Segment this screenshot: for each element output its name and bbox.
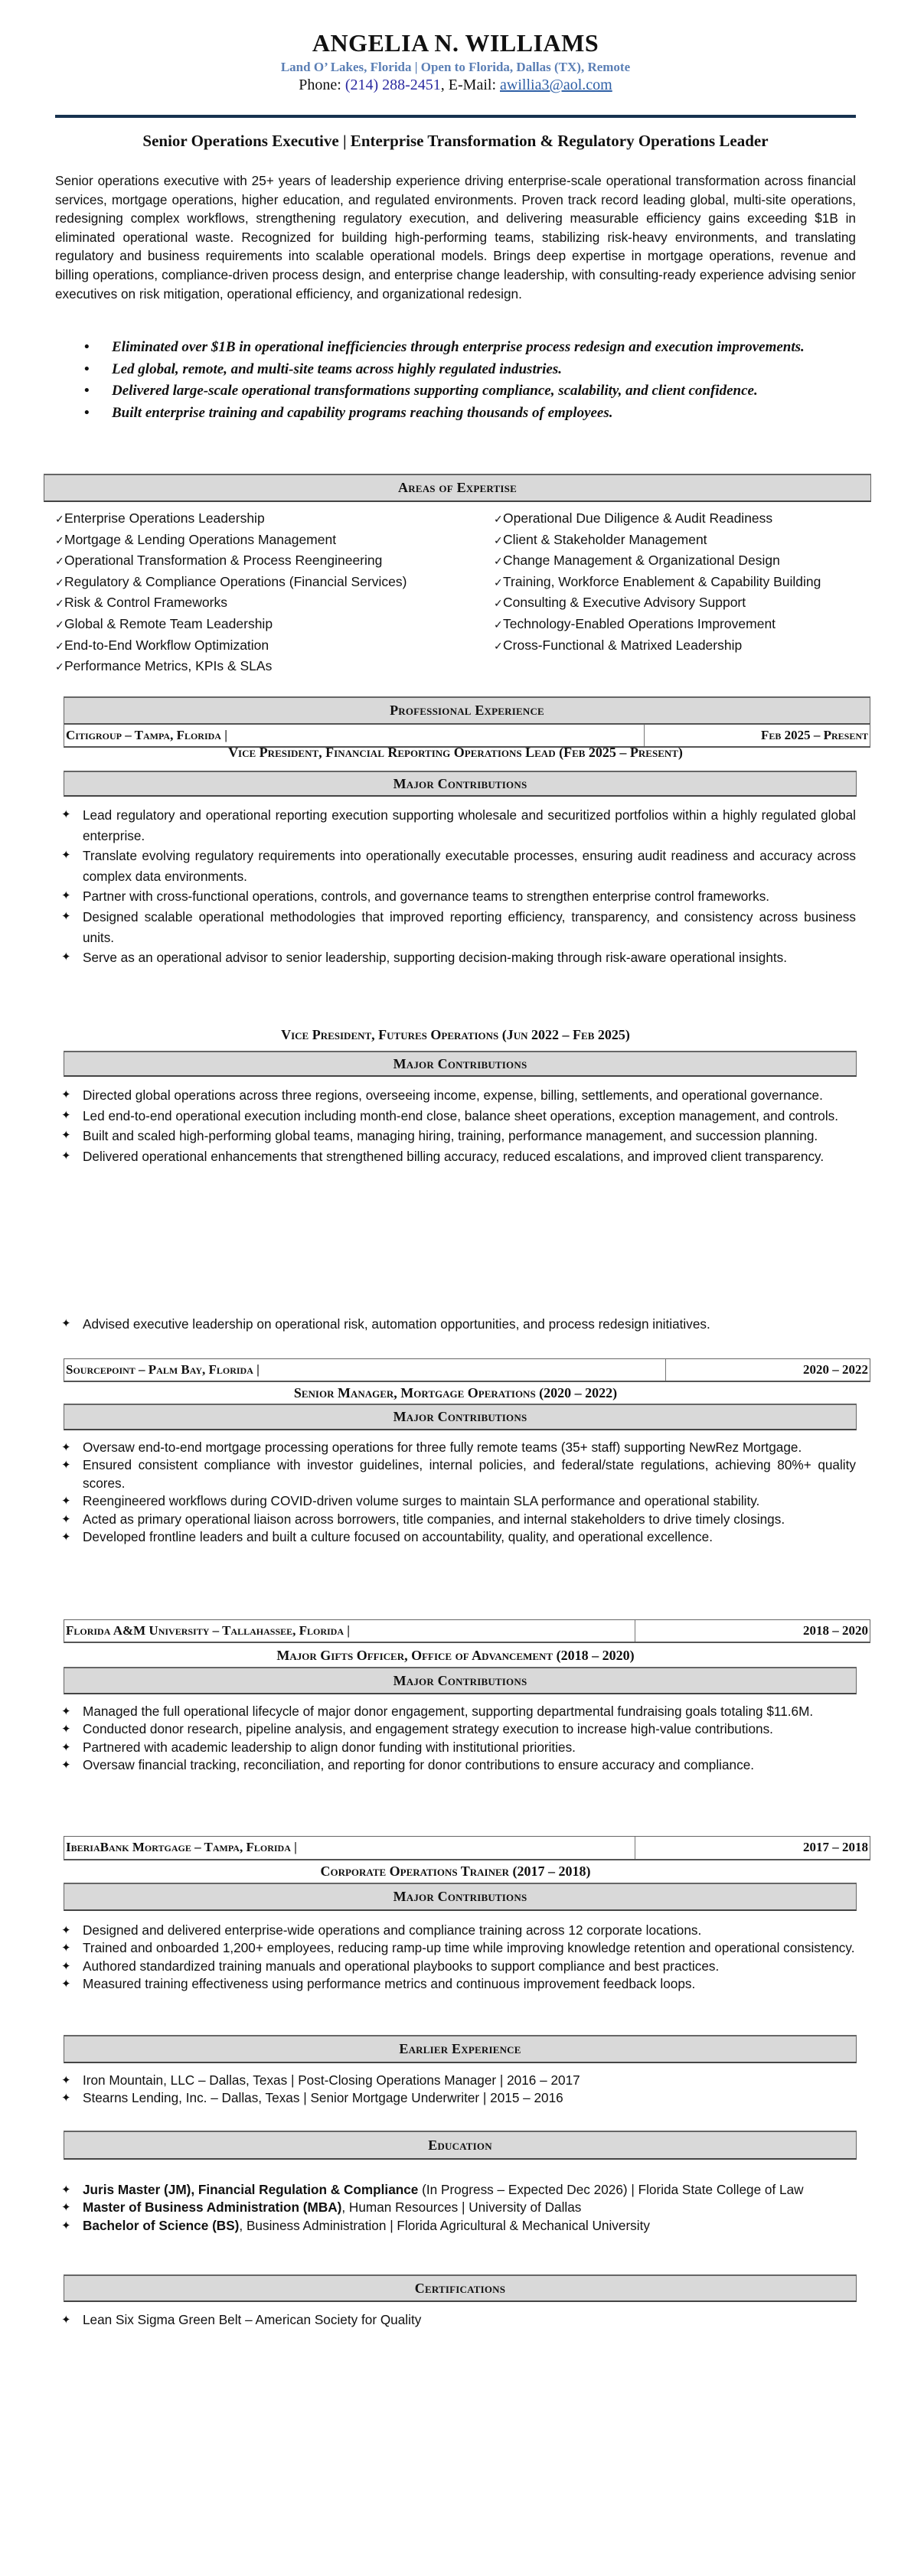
bullet-icon: • — [84, 404, 90, 421]
list-item: ✦ Developed frontline leaders and built a culture focused on accountability, quality, and operational excellence. — [61, 1528, 856, 1546]
certifications-list — [61, 2311, 856, 2329]
expertise-column-left — [55, 508, 484, 677]
highlight-item: • Eliminated over $1B in operational inefficiencies through enterprise process redesign and execution improvements. — [112, 337, 883, 359]
list-item: ✦ Trained and onboarded 1,200+ employees, reducing ramp-up time while improving knowledge retention and operational consistency. — [61, 1939, 856, 1957]
star-bullet-icon: ✦ — [61, 1759, 71, 1772]
education-item: ✦ Master of Business Administration (MBA), Human Resources | University of Dallas — [61, 2199, 856, 2216]
expertise-column-right — [494, 508, 877, 656]
star-bullet-icon: ✦ — [61, 1441, 71, 1454]
contributions-list-continued — [61, 1314, 856, 1335]
list-item: ✦ Acted as primary operational liaison across borrowers, title companies, and internal stakeholders to drive timely closings. — [61, 1511, 856, 1528]
list-item: ✦ Reengineered workflows during COVID-driven volume surges to maintain SLA performance and operational stability. — [61, 1492, 856, 1510]
subheader-major-contributions: Major Contributions — [64, 771, 857, 797]
phone-number[interactable]: (214) 288-2451 — [344, 77, 441, 93]
contributions-list — [61, 805, 856, 968]
career-highlights — [84, 337, 883, 424]
section-header-certifications: Certifications — [64, 2274, 857, 2302]
company-dates: 2020 – 2022 — [803, 1362, 868, 1377]
company-name: IberiaBank Mortgage – Tampa, Florida | — [64, 1837, 635, 1859]
star-bullet-icon: ✦ — [61, 1459, 71, 1472]
contributions-list — [61, 1922, 856, 1994]
company-name: Sourcepoint – Palm Bay, Florida | — [64, 1359, 666, 1381]
expertise-item: ✓Client & Stakeholder Management — [494, 530, 877, 551]
list-item: ✦ Lean Six Sigma Green Belt – American Society for Quality — [61, 2311, 856, 2329]
contact-line — [0, 77, 911, 94]
star-bullet-icon: ✦ — [61, 1129, 71, 1143]
check-icon: ✓ — [55, 660, 64, 673]
role-title: Vice President, Futures Operations (Jun 2022 – Feb 2025) — [281, 1027, 630, 1042]
star-bullet-icon: ✦ — [61, 889, 71, 903]
star-bullet-icon: ✦ — [61, 1149, 71, 1162]
list-item: ✦ Partnered with academic leadership to align donor funding with institutional priorities. — [61, 1739, 856, 1756]
expertise-item: ✓Risk & Control Frameworks — [55, 592, 484, 614]
expertise-item: ✓Cross-Functional & Matrixed Leadership — [494, 635, 877, 657]
earlier-experience-list — [61, 2072, 856, 2108]
star-bullet-icon: ✦ — [61, 1978, 71, 1991]
star-bullet-icon: ✦ — [61, 909, 71, 923]
check-icon: ✓ — [494, 618, 503, 631]
star-bullet-icon: ✦ — [61, 1317, 71, 1330]
contributions-list — [61, 1085, 856, 1166]
list-item: ✦ Conducted donor research, pipeline analysis, and engagement strategy execution to increase high-value contributions. — [61, 1720, 856, 1738]
company-dates: Feb 2025 – Present — [760, 728, 868, 742]
star-bullet-icon: ✦ — [61, 849, 71, 862]
list-item: ✦ Delivered operational enhancements that strengthened billing accuracy, reduced escalations, and improved client transparency. — [61, 1146, 856, 1167]
expertise-item: ✓Mortgage & Lending Operations Management — [55, 530, 484, 551]
list-item: ✦ Partner with cross-functional operations, controls, and governance teams to strengthen enterprise control frameworks. — [61, 886, 856, 907]
company-name: Florida A&M University – Tallahassee, Florida | — [64, 1620, 635, 1642]
list-item: ✦ Oversaw financial tracking, reconciliation, and reporting for donor contributions to ensure accuracy and compliance. — [61, 1756, 856, 1774]
star-bullet-icon: ✦ — [61, 808, 71, 821]
star-bullet-icon: ✦ — [61, 1705, 71, 1718]
role-title: Major Gifts Officer, Office of Advancement (2018 – 2020) — [276, 1648, 635, 1663]
bullet-icon: • — [84, 383, 90, 399]
list-item: ✦ Managed the full operational lifecycle of major donor engagement, supporting departmental fundraising goals totaling $11.6M. — [61, 1703, 856, 1720]
role-title: Corporate Operations Trainer (2017 – 2018) — [320, 1864, 591, 1879]
check-icon: ✓ — [494, 555, 503, 568]
star-bullet-icon: ✦ — [61, 951, 71, 964]
check-icon: ✓ — [494, 533, 503, 546]
list-item: ✦ Iron Mountain, LLC – Dallas, Texas | Post-Closing Operations Manager | 2016 – 2017 — [61, 2072, 856, 2089]
company-name: Citigroup – Tampa, Florida | — [64, 725, 645, 746]
expertise-item: ✓Performance Metrics, KPIs & SLAs — [55, 656, 484, 677]
email-link[interactable]: awillia3@aol.com — [500, 77, 612, 93]
expertise-item: ✓Operational Due Diligence & Audit Readiness — [494, 508, 877, 530]
company-dates: 2017 – 2018 — [803, 1840, 868, 1854]
check-icon: ✓ — [55, 555, 64, 568]
section-header-earlier-experience: Earlier Experience — [64, 2035, 857, 2063]
email-label: , E-Mail: — [440, 77, 501, 93]
list-item: ✦ Advised executive leadership on operational risk, automation opportunities, and process redesign initiatives. — [61, 1314, 856, 1335]
star-bullet-icon: ✦ — [61, 2219, 71, 2232]
expertise-item: ✓Training, Workforce Enablement & Capability Building — [494, 572, 877, 593]
phone-label: Phone: — [299, 77, 345, 93]
role-title: Senior Manager, Mortgage Operations (2020 – 2022) — [293, 1385, 618, 1400]
subheader-major-contributions: Major Contributions — [64, 1404, 857, 1430]
list-item: ✦ Lead regulatory and operational reporting execution supporting wholesale and securitized portfolios within a highly regulated global enterprise. — [61, 805, 856, 846]
star-bullet-icon: ✦ — [61, 1088, 71, 1101]
star-bullet-icon: ✦ — [61, 2314, 71, 2327]
list-item: ✦ Ensured consistent compliance with investor guidelines, internal policies, and federal/state regulations, achieving 80%+ quality scores. — [61, 1457, 856, 1491]
subheader-major-contributions: Major Contributions — [64, 1051, 857, 1077]
expertise-item: ✓Consulting & Executive Advisory Support — [494, 592, 877, 614]
contributions-list — [61, 1703, 856, 1775]
expertise-item: ✓Global & Remote Team Leadership — [55, 614, 484, 635]
company-row-sourcepoint — [64, 1358, 870, 1382]
contributions-list — [61, 1439, 856, 1546]
subheader-major-contributions: Major Contributions — [64, 1883, 857, 1911]
check-icon: ✓ — [494, 576, 503, 589]
subheader-major-contributions: Major Contributions — [64, 1667, 857, 1694]
role-title: Vice President, Financial Reporting Operations Lead (Feb 2025 – Present) — [228, 745, 683, 760]
section-header-education: Education — [64, 2131, 857, 2160]
star-bullet-icon: ✦ — [61, 2074, 71, 2087]
star-bullet-icon: ✦ — [61, 1512, 71, 1526]
section-header-experience: Professional Experience — [64, 696, 870, 725]
list-item: ✦ Designed and delivered enterprise-wide operations and compliance training across 12 corporate locations. — [61, 1922, 856, 1939]
check-icon: ✓ — [55, 639, 64, 652]
list-item: ✦ Built and scaled high-performing global teams, managing hiring, training, performance management, and succession planning. — [61, 1126, 856, 1146]
star-bullet-icon: ✦ — [61, 1740, 71, 1754]
headline: Senior Operations Executive | Enterprise Transformation & Regulatory Operations Leader — [142, 132, 769, 150]
list-item: ✦ Authored standardized training manuals and operational playbooks to support compliance and best practices. — [61, 1958, 856, 1975]
expertise-item: ✓End-to-End Workflow Optimization — [55, 635, 484, 657]
star-bullet-icon: ✦ — [61, 2201, 71, 2215]
expertise-item: ✓Technology-Enabled Operations Improvement — [494, 614, 877, 635]
professional-summary: Senior operations executive with 25+ years of leadership experience driving enterprise-scale operational transformation across financial services, mortgage operations, higher education, and regulated environments. Proven track record leading global, multi-site operations, redesigning complex workflows, strengthening regulatory execution, and delivering measurable efficiency gains exceeding $1B in eliminated operational waste. Recognized for building high-performing teams, stabilizing risk-heavy environments, and translating regulatory and business requirements into scalable operational models. Brings deep expertise in mortgage operations, revenue and billing operations, compliance-driven process design, and enterprise change leadership, with consulting-ready experience advising senior executives on risk mitigation, operational efficiency, and organizational redesign. — [55, 173, 856, 302]
check-icon: ✓ — [55, 618, 64, 631]
check-icon: ✓ — [55, 597, 64, 610]
star-bullet-icon: ✦ — [61, 1723, 71, 1736]
expertise-item: ✓Regulatory & Compliance Operations (Financial Services) — [55, 572, 484, 593]
candidate-name: ANGELIA N. WILLIAMS — [312, 29, 599, 57]
star-bullet-icon: ✦ — [61, 2183, 71, 2196]
check-icon: ✓ — [55, 513, 64, 525]
list-item: ✦ Serve as an operational advisor to senior leadership, supporting decision-making through risk-aware operational insights. — [61, 947, 856, 968]
check-icon: ✓ — [55, 533, 64, 546]
bullet-icon: • — [84, 360, 90, 377]
highlight-item: • Delivered large-scale operational transformations supporting compliance, scalability, and client confidence. — [112, 380, 883, 403]
company-row-iberiabank — [64, 1836, 870, 1860]
education-item: ✦ Juris Master (JM), Financial Regulation & Compliance (In Progress – Expected Dec 2026) | Florida State College of Law — [61, 2181, 856, 2199]
star-bullet-icon: ✦ — [61, 1495, 71, 1508]
star-bullet-icon: ✦ — [61, 1531, 71, 1544]
list-item: ✦ Oversaw end-to-end mortgage processing operations for three fully remote teams (35+ staff) supporting NewRez Mortgage. — [61, 1439, 856, 1456]
list-item: ✦ Led end-to-end operational execution including month-end close, balance sheet operations, exception management, and controls. — [61, 1106, 856, 1127]
education-list — [61, 2181, 856, 2235]
header-divider — [55, 115, 856, 118]
bullet-icon: • — [84, 339, 90, 355]
section-header-expertise: Areas of Expertise — [44, 474, 871, 502]
list-item: ✦ Directed global operations across three regions, overseeing income, expense, billing, settlements, and operational governance. — [61, 1085, 856, 1106]
list-item: ✦ Designed scalable operational methodologies that improved reporting efficiency, transparency, and consistency across business units. — [61, 907, 856, 947]
company-dates: 2018 – 2020 — [803, 1623, 868, 1638]
check-icon: ✓ — [55, 576, 64, 589]
expertise-item: ✓Change Management & Organizational Design — [494, 550, 877, 572]
education-item: ✦ Bachelor of Science (BS), Business Administration | Florida Agricultural & Mechanical University — [61, 2217, 856, 2235]
star-bullet-icon: ✦ — [61, 1924, 71, 1937]
expertise-item: ✓Enterprise Operations Leadership — [55, 508, 484, 530]
list-item: ✦ Stearns Lending, Inc. – Dallas, Texas | Senior Mortgage Underwriter | 2015 – 2016 — [61, 2089, 856, 2107]
company-row-famu — [64, 1619, 870, 1643]
list-item: ✦ Translate evolving regulatory requirements into operationally executable processes, ensuring audit readiness and accuracy across complex data environments. — [61, 846, 856, 886]
star-bullet-icon: ✦ — [61, 1108, 71, 1122]
check-icon: ✓ — [494, 513, 503, 525]
check-icon: ✓ — [494, 639, 503, 652]
star-bullet-icon: ✦ — [61, 1959, 71, 1973]
check-icon: ✓ — [494, 597, 503, 610]
expertise-item: ✓Operational Transformation & Process Reengineering — [55, 550, 484, 572]
star-bullet-icon: ✦ — [61, 2092, 71, 2105]
highlight-item: • Built enterprise training and capability programs reaching thousands of employees. — [112, 403, 883, 425]
location-line: Land O’ Lakes, Florida | Open to Florida, Dallas (TX), Remote — [280, 60, 631, 74]
highlight-item: • Led global, remote, and multi-site teams across highly regulated industries. — [112, 359, 883, 381]
star-bullet-icon: ✦ — [61, 1942, 71, 1955]
list-item: ✦ Measured training effectiveness using performance metrics and continuous improvement feedback loops. — [61, 1975, 856, 1993]
